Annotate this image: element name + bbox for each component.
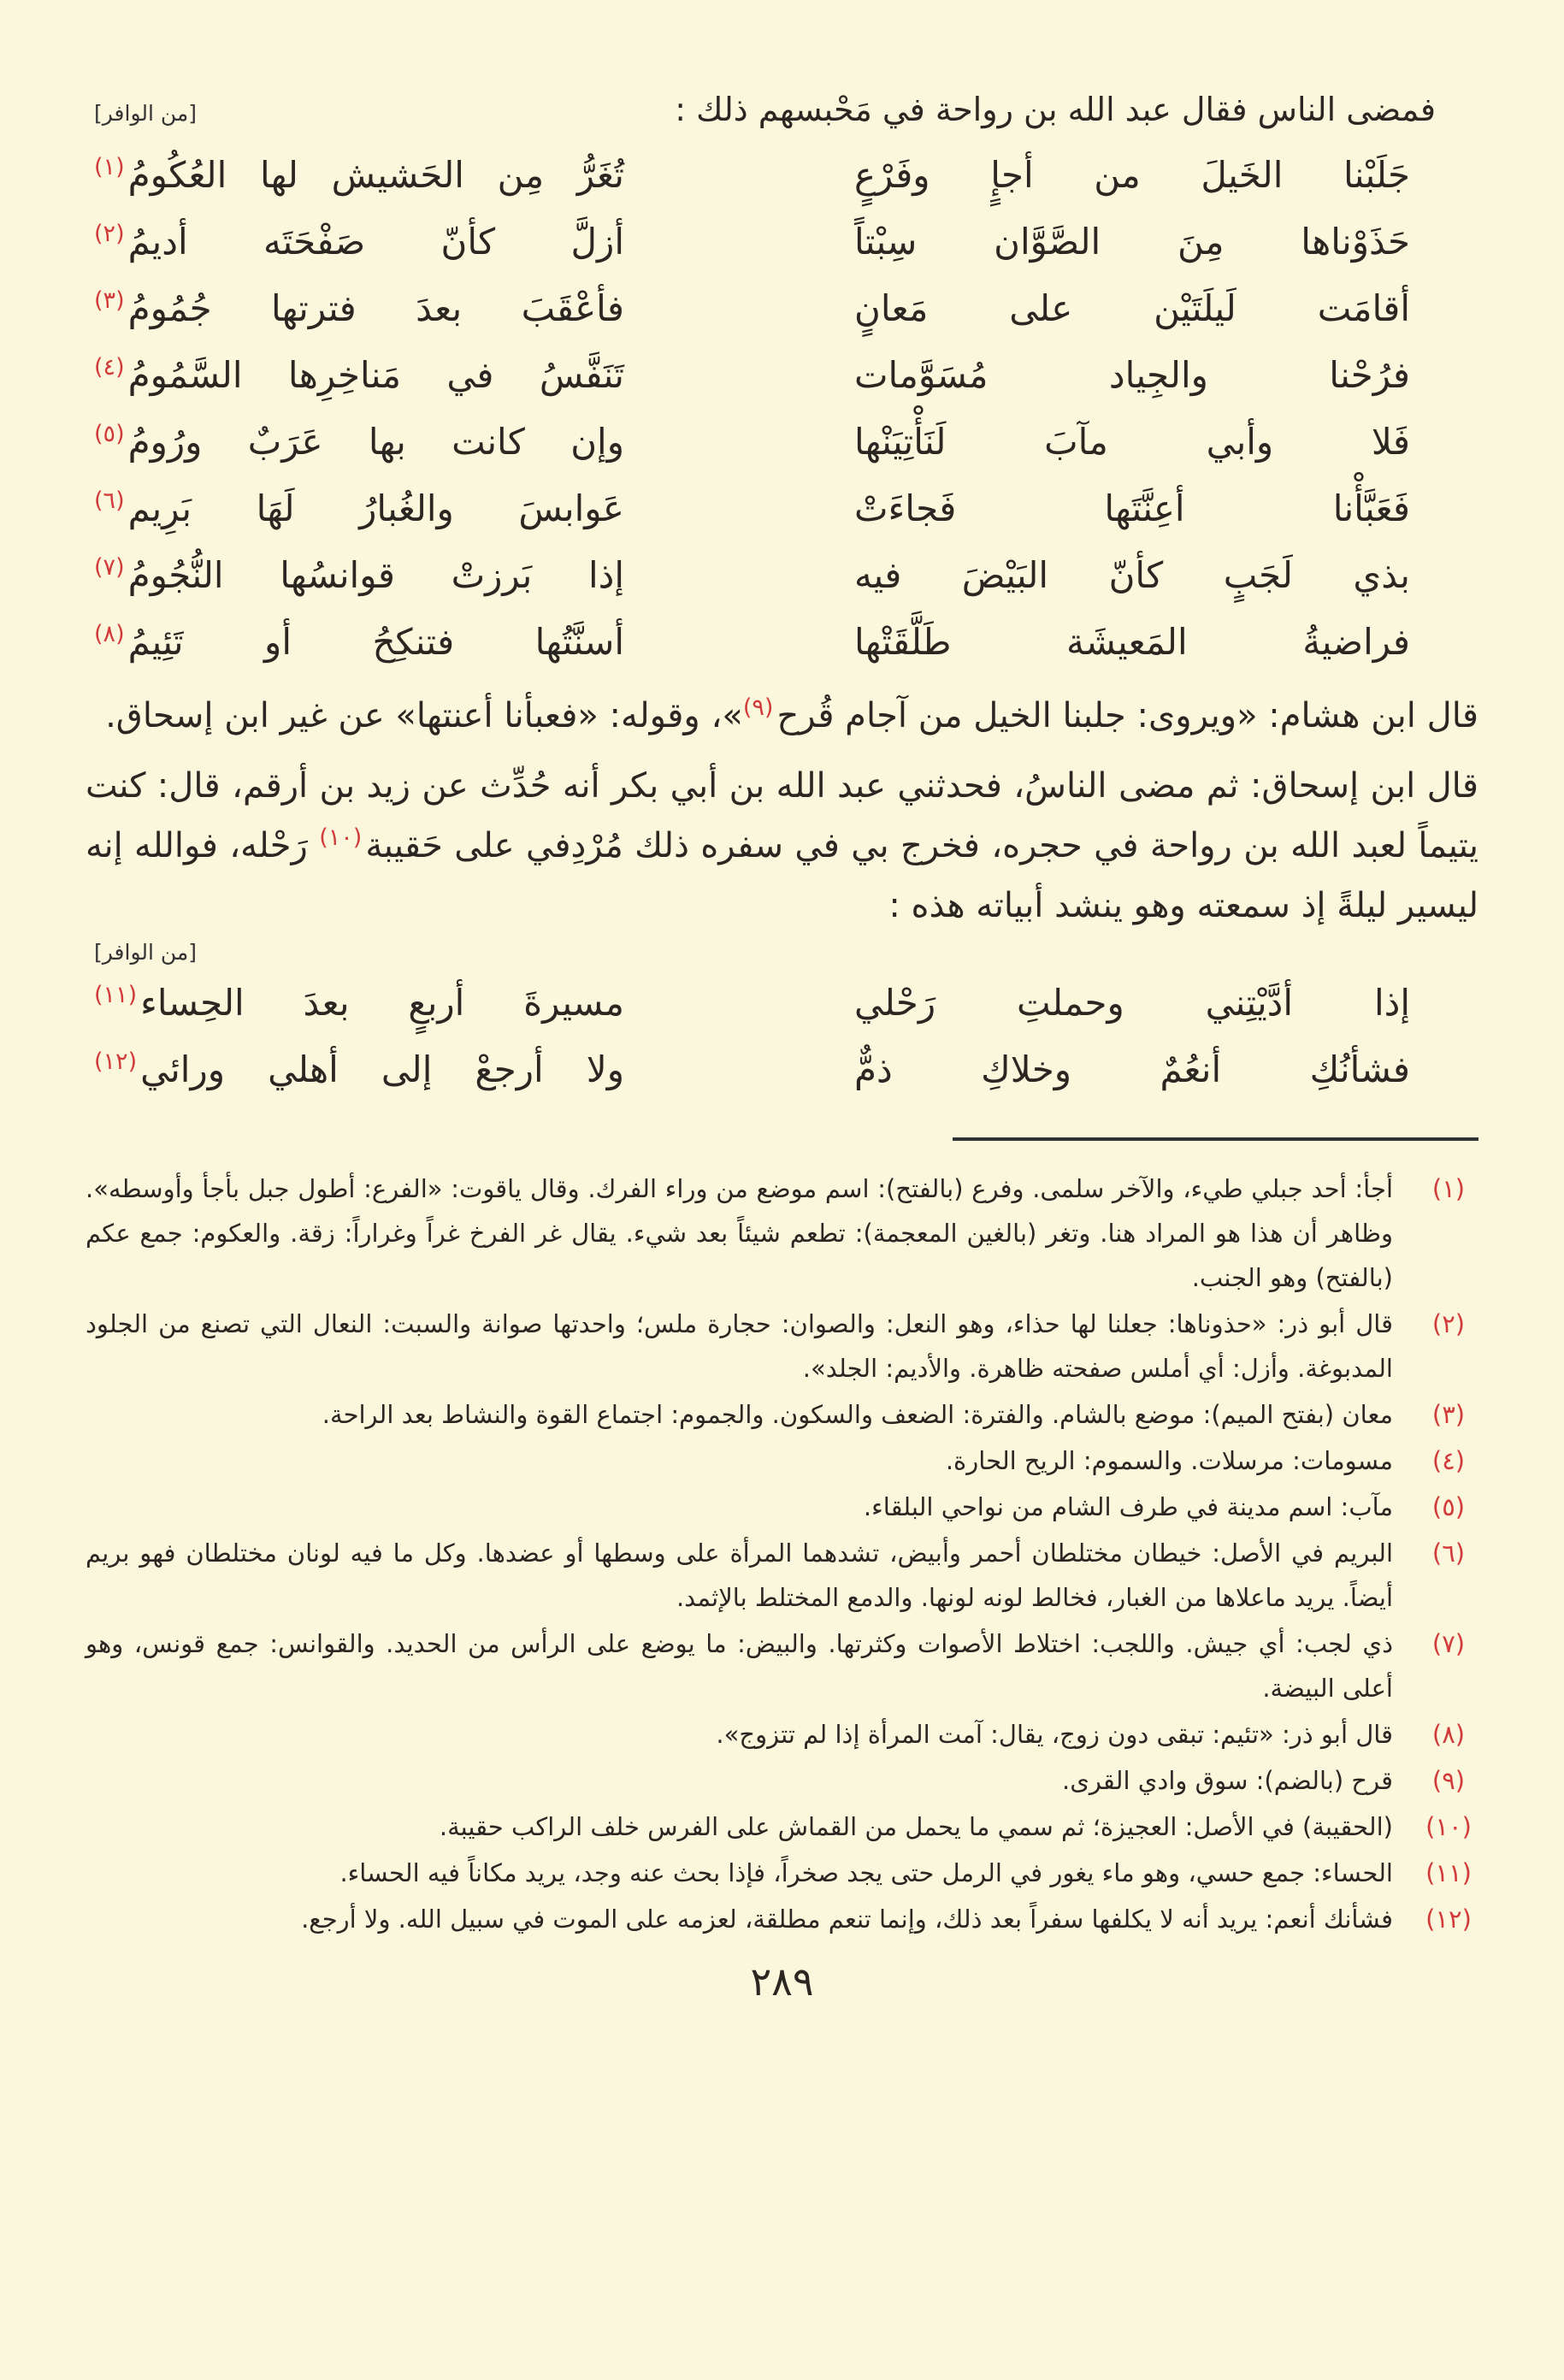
- verse-second-hemistich: [94, 409, 624, 475]
- verse-first-hemistich: فراضيةُ المَعيشَة طَلَّقَتْها: [854, 621, 1410, 663]
- note-ref[interactable]: (١٢): [94, 1048, 138, 1075]
- footnotes: [86, 1166, 1478, 1941]
- footnote: [86, 1438, 1478, 1483]
- paragraph-ibn-ishaq: [86, 756, 1478, 936]
- footnote-number: (٢): [1431, 1309, 1466, 1338]
- verse-second-hemistich: [94, 1036, 624, 1103]
- footnote: [86, 1897, 1478, 1941]
- note-ref[interactable]: (٣): [94, 287, 125, 314]
- verse: [94, 209, 1410, 275]
- note-ref[interactable]: (١): [94, 154, 125, 180]
- paragraph-ibn-hisham: [86, 686, 1478, 746]
- footnote: [86, 1621, 1478, 1710]
- footnote-number: (٣): [1431, 1400, 1466, 1429]
- footnote-text: قال أبو ذر: «تئيم: تبقى دون زوج، يقال: آمت المرأة إذا لم تتزوج».: [716, 1720, 1393, 1749]
- verse-second-hemistich: [94, 542, 624, 609]
- hemistich-text: ولا أرجعْ إلى أهلي ورائي: [140, 1048, 624, 1090]
- note-ref[interactable]: (٤): [94, 354, 125, 381]
- note-ref[interactable]: (٩): [742, 694, 774, 721]
- footnote-number: (٤): [1431, 1446, 1466, 1475]
- footnote: [86, 1392, 1478, 1437]
- footnote-number: (١٠): [1425, 1812, 1472, 1841]
- verse-first-hemistich: فشأنُكِ أنعُمٌ وخلاكِ ذمٌّ: [854, 1048, 1410, 1090]
- page-number: ٢٨٩: [750, 1958, 814, 2005]
- verse-second-hemistich: [94, 209, 624, 275]
- hemistich-text: مسيرةَ أربعٍ بعدَ الحِساء: [140, 982, 624, 1024]
- verse-first-hemistich: فرُحْنا والجِياد مُسَوَّمات: [854, 354, 1410, 396]
- verse-second-hemistich: [94, 970, 624, 1036]
- verse-first-hemistich: حَذَوْناها مِنَ الصَّوَّان سِبْتاً: [854, 221, 1410, 263]
- verse-second-hemistich: [94, 142, 624, 209]
- footnote-number: (٥): [1431, 1492, 1466, 1521]
- para1-text-after: »، وقوله: «فعبأنا أعنتها» عن غير ابن إسحاق.: [105, 696, 743, 735]
- footnote-separator: [953, 1137, 1478, 1141]
- footnote-number: (٩): [1431, 1766, 1466, 1795]
- verse: [94, 342, 1410, 409]
- verse-second-hemistich: [94, 475, 624, 542]
- footnote-text: الحساء: جمع حسي، وهو ماء يغور في الرمل حتى يجد صخراً، فإذا بحث عنه وجد، يريد مكاناً فيه الحساء.: [339, 1858, 1393, 1887]
- footnote-number: (٨): [1431, 1720, 1466, 1749]
- footnote-text: أجأ: أحد جبلي طيء، والآخر سلمى. وفرع (بالفتح): اسم موضع من وراء الفرك. وقال ياقوت: «الفرع: أطول جبل بأجأ وأوسطه». وظاهر أن هذا هو المراد هنا. وتغر (بالغين المعجمة): تطعم شيئاً بعد شيء. يقال غر الفرخ غراً وغراراً: زقة. والعكوم: جمع عكم (بالفتح) وهو الجنب.: [86, 1174, 1393, 1292]
- hemistich-text: عَوابسَ والغُبارُ لَهَا بَرِيم: [127, 487, 624, 529]
- footnote-number: (٧): [1431, 1629, 1466, 1658]
- hemistich-text: فأعْقَبَ بعدَ فترتها جُمُومُ: [127, 287, 624, 329]
- footnote-number: (١): [1431, 1174, 1466, 1203]
- footnote: [86, 1531, 1478, 1620]
- verse: [94, 609, 1410, 676]
- footnote-text: قرح (بالضم): سوق وادي القرى.: [1062, 1766, 1393, 1795]
- intro-line: [86, 81, 1478, 142]
- verse-second-hemistich: [94, 342, 624, 409]
- footnote: [86, 1166, 1478, 1300]
- poem-2: [86, 970, 1478, 1103]
- meter-label-2: [من الوافر]: [94, 940, 198, 965]
- verse-first-hemistich: أقامَت لَيلَتَيْن على مَعانٍ: [854, 287, 1410, 329]
- note-ref[interactable]: (١١): [94, 982, 138, 1008]
- verse: [94, 542, 1410, 609]
- verse-second-hemistich: [94, 275, 624, 342]
- verse: [94, 142, 1410, 209]
- para2-text-after: رَحْله، فوالله إنه ليسير ليلةً إذ سمعته وهو ينشد أبياته هذه :: [86, 826, 1478, 925]
- footnote-number: (٦): [1431, 1538, 1466, 1568]
- hemistich-text: وإن كانت بها عَرَبٌ ورُومُ: [127, 421, 624, 463]
- footnote-separator-row: [86, 1103, 1478, 1166]
- footnote-text: معان (بفتح الميم): موضع بالشام. والفترة: الضعف والسكون. والجموم: اجتماع القوة والنشاط بعد الراحة.: [322, 1400, 1393, 1429]
- verse: [94, 970, 1410, 1036]
- footnote-text: ذي لجب: أي جيش. واللجب: اختلاط الأصوات وكثرتها. والبيض: ما يوضع على الرأس من الحديد. والقوانس: جمع قونس، وهو أعلى البيضة.: [86, 1629, 1393, 1703]
- note-ref[interactable]: (٧): [94, 554, 125, 581]
- verse-first-hemistich: فَعَبَّأْنا أعِنَّتَها فَجاءَتْ: [854, 487, 1410, 529]
- verse-first-hemistich: إذا أدَّيْتِني وحملتِ رَحْلي: [854, 982, 1410, 1024]
- hemistich-text: تَنَفَّسُ في مَناخِرِها السَّمُومُ: [127, 354, 624, 396]
- footnote-text: (الحقيبة) في الأصل: العجيزة؛ ثم سمي ما يحمل من القماش على الفرس خلف الراكب حقيبة.: [439, 1812, 1393, 1841]
- hemistich-text: تُغَرُّ مِن الحَشيش لها العُكُومُ: [127, 154, 624, 196]
- page-content: [86, 81, 1478, 2005]
- para1-text: قال ابن هشام: «ويروى: جلبنا الخيل من آجام قُرح: [776, 696, 1478, 735]
- verse-second-hemistich: [94, 609, 624, 676]
- verse: [94, 409, 1410, 475]
- footnote-text: فشأنك أنعم: يريد أنه لا يكلفها سفراً بعد ذلك، وإنما تنعم مطلقة، لعزمه على الموت في سبيل الله. ولا أرجع.: [301, 1905, 1393, 1934]
- note-ref[interactable]: (٦): [94, 487, 125, 514]
- footnote-text: البريم في الأصل: خيطان مختلطان أحمر وأبيض، تشدهما المرأة على وسطها أو عضدها. وكل ما فيه لونان مختلطان فهو بريم أيضاً. يريد ماعلاها من الغبار، فخالط لونه لونها. والدمع المختلط بالإثمد.: [86, 1538, 1393, 1612]
- hemistich-text: أسنَّتُها فتنكِحُ أو تَئِيمُ: [127, 621, 624, 663]
- footnote: [86, 1851, 1478, 1895]
- verse-first-hemistich: فَلا وأبي مآبَ لَنَأْتِيَنْها: [854, 421, 1410, 463]
- footnote: [86, 1485, 1478, 1529]
- verse-first-hemistich: جَلَبْنا الخَيلَ من أجإٍ وفَرْعٍ: [854, 154, 1410, 196]
- verse: [94, 275, 1410, 342]
- note-ref[interactable]: (٢): [94, 221, 125, 247]
- meter-label-2-row: [86, 936, 1478, 970]
- note-ref[interactable]: (١٠): [319, 824, 363, 851]
- footnote: [86, 1302, 1478, 1391]
- footnote-text: قال أبو ذر: «حذوناها: جعلنا لها حذاء، وهو النعل: والصوان: حجارة ملس؛ واحدتها صوانة والسبت: النعال التي تصنع من الجلود المدبوغة. وأزل: أي أملس صفحته ظاهرة. والأديم: الجلد».: [86, 1309, 1393, 1383]
- verse: [94, 1036, 1410, 1103]
- intro-text: فمضى الناس فقال عبد الله بن رواحة في مَحْبسهم ذلك :: [675, 91, 1436, 128]
- footnote: [86, 1804, 1478, 1849]
- footnote-number: (١١): [1425, 1858, 1472, 1887]
- footnote-text: مآب: اسم مدينة في طرف الشام من نواحي البلقاء.: [863, 1492, 1393, 1521]
- note-ref[interactable]: (٨): [94, 621, 125, 647]
- hemistich-text: إذا بَرزتْ قوانسُها النُّجُومُ: [127, 554, 624, 596]
- hemistich-text: أزلَّ كأنّ صَفْحَتَه أديمُ: [127, 221, 624, 263]
- note-ref[interactable]: (٥): [94, 421, 125, 447]
- footnote-number: (١٢): [1425, 1905, 1472, 1934]
- footnote: [86, 1712, 1478, 1757]
- para2-text: قال ابن إسحاق: ثم مضى الناسُ، فحدثني عبد الله بن أبي بكر أنه حُدِّث عن زيد بن أرقم، قال: كنت يتيماً لعبد الله بن رواحة في حجره، فخرج بي في سفره ذلك مُرْدِفي على حَقيبة: [86, 766, 1478, 865]
- footnote-text: مسومات: مرسلات. والسموم: الريح الحارة.: [945, 1446, 1393, 1475]
- verse-first-hemistich: بذي لَجَبٍ كأنّ البَيْضَ فيه: [854, 554, 1410, 596]
- poem-1: [86, 142, 1478, 676]
- verse: [94, 475, 1410, 542]
- footnote: [86, 1758, 1478, 1803]
- meter-label: [من الوافر]: [94, 101, 198, 126]
